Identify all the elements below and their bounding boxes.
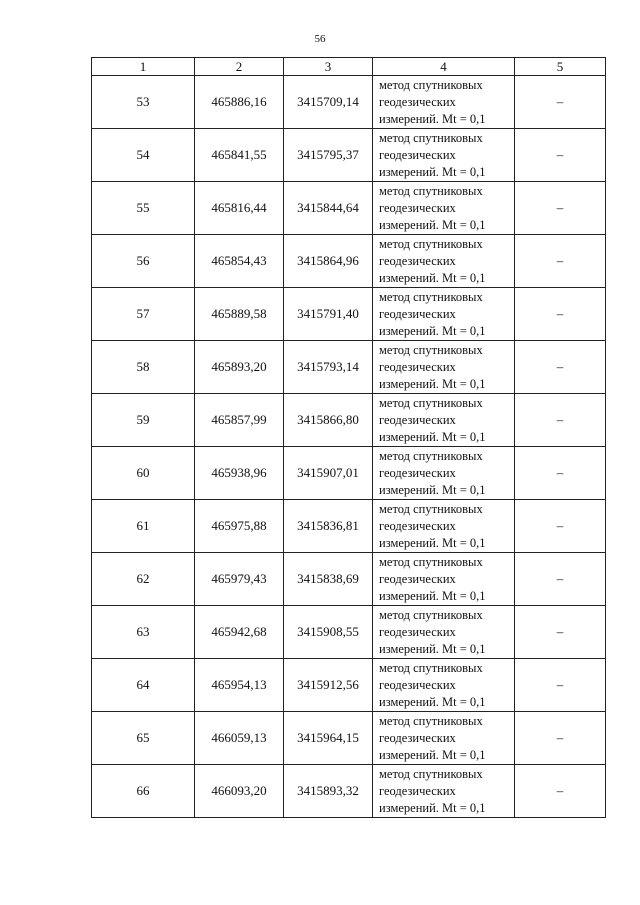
method-line-3: измерений. Mt = 0,1 — [379, 747, 486, 762]
y-coordinate-cell: 3415709,14 — [284, 76, 373, 129]
table-row — [92, 76, 606, 129]
method-cell — [373, 129, 515, 182]
y-coordinate-cell: 3415836,81 — [284, 500, 373, 553]
method-line-1: метод спутниковых — [379, 289, 483, 304]
method-line-3: измерений. Mt = 0,1 — [379, 694, 486, 709]
page-number: 56 — [314, 33, 326, 45]
table-row — [92, 712, 606, 765]
method-line-2: геодезических — [379, 730, 456, 745]
method-line-3: измерений. Mt = 0,1 — [379, 588, 486, 603]
header-col-2: 2 — [195, 58, 284, 76]
table-row — [92, 606, 606, 659]
y-coordinate-cell: 3415908,55 — [284, 606, 373, 659]
point-number-cell: 58 — [92, 341, 195, 394]
table-row — [92, 235, 606, 288]
method-line-3: измерений. Mt = 0,1 — [379, 164, 486, 179]
y-coordinate-cell: 3415838,69 — [284, 553, 373, 606]
x-coordinate-cell: 465954,13 — [195, 659, 284, 712]
method-line-1: метод спутниковых — [379, 183, 483, 198]
method-line-2: геодезических — [379, 147, 456, 162]
point-number-cell: 60 — [92, 447, 195, 500]
method-line-1: метод спутниковых — [379, 660, 483, 675]
point-number-cell: 57 — [92, 288, 195, 341]
method-line-3: измерений. Mt = 0,1 — [379, 800, 486, 815]
method-cell — [373, 341, 515, 394]
method-line-2: геодезических — [379, 571, 456, 586]
method-cell — [373, 606, 515, 659]
method-line-2: геодезических — [379, 200, 456, 215]
method-cell — [373, 447, 515, 500]
y-coordinate-cell: 3415964,15 — [284, 712, 373, 765]
method-cell — [373, 500, 515, 553]
y-coordinate-cell: 3415793,14 — [284, 341, 373, 394]
method-line-2: геодезических — [379, 677, 456, 692]
x-coordinate-cell: 465893,20 — [195, 341, 284, 394]
method-cell — [373, 288, 515, 341]
coordinates-table — [91, 57, 606, 818]
x-coordinate-cell: 465889,58 — [195, 288, 284, 341]
table-row — [92, 553, 606, 606]
table-row — [92, 288, 606, 341]
point-number-cell: 59 — [92, 394, 195, 447]
method-line-2: геодезических — [379, 518, 456, 533]
point-number-cell: 66 — [92, 765, 195, 818]
method-line-1: метод спутниковых — [379, 342, 483, 357]
table-row — [92, 765, 606, 818]
x-coordinate-cell: 465979,43 — [195, 553, 284, 606]
method-line-3: измерений. Mt = 0,1 — [379, 535, 486, 550]
x-coordinate-cell: 465886,16 — [195, 76, 284, 129]
method-cell — [373, 712, 515, 765]
y-coordinate-cell: 3415844,64 — [284, 182, 373, 235]
point-number-cell: 64 — [92, 659, 195, 712]
header-col-4: 4 — [373, 58, 515, 76]
table-row — [92, 129, 606, 182]
y-coordinate-cell: 3415791,40 — [284, 288, 373, 341]
method-line-3: измерений. Mt = 0,1 — [379, 111, 486, 126]
point-number-cell: 55 — [92, 182, 195, 235]
empty-value-cell: – — [515, 182, 606, 235]
empty-value-cell: – — [515, 288, 606, 341]
empty-value-cell: – — [515, 500, 606, 553]
point-number-cell: 62 — [92, 553, 195, 606]
empty-value-cell: – — [515, 765, 606, 818]
x-coordinate-cell: 465841,55 — [195, 129, 284, 182]
x-coordinate-cell: 465942,68 — [195, 606, 284, 659]
method-cell — [373, 394, 515, 447]
method-line-1: метод спутниковых — [379, 130, 483, 145]
method-line-2: геодезических — [379, 624, 456, 639]
method-cell — [373, 659, 515, 712]
empty-value-cell: – — [515, 394, 606, 447]
y-coordinate-cell: 3415864,96 — [284, 235, 373, 288]
method-line-2: геодезических — [379, 94, 456, 109]
header-col-5: 5 — [515, 58, 606, 76]
empty-value-cell: – — [515, 341, 606, 394]
method-line-1: метод спутниковых — [379, 607, 483, 622]
empty-value-cell: – — [515, 447, 606, 500]
method-line-1: метод спутниковых — [379, 77, 483, 92]
empty-value-cell: – — [515, 129, 606, 182]
table-header — [92, 58, 606, 76]
point-number-cell: 61 — [92, 500, 195, 553]
method-line-3: измерений. Mt = 0,1 — [379, 429, 486, 444]
method-line-1: метод спутниковых — [379, 236, 483, 251]
y-coordinate-cell: 3415795,37 — [284, 129, 373, 182]
point-number-cell: 53 — [92, 76, 195, 129]
method-cell — [373, 553, 515, 606]
method-line-3: измерений. Mt = 0,1 — [379, 482, 486, 497]
method-cell — [373, 765, 515, 818]
table-row — [92, 394, 606, 447]
table-row — [92, 182, 606, 235]
method-line-1: метод спутниковых — [379, 766, 483, 781]
header-col-1: 1 — [92, 58, 195, 76]
x-coordinate-cell: 465854,43 — [195, 235, 284, 288]
empty-value-cell: – — [515, 659, 606, 712]
method-line-1: метод спутниковых — [379, 448, 483, 463]
method-line-1: метод спутниковых — [379, 395, 483, 410]
method-line-2: геодезических — [379, 412, 456, 427]
empty-value-cell: – — [515, 235, 606, 288]
empty-value-cell: – — [515, 553, 606, 606]
y-coordinate-cell: 3415912,56 — [284, 659, 373, 712]
table-row — [92, 500, 606, 553]
x-coordinate-cell: 466059,13 — [195, 712, 284, 765]
y-coordinate-cell: 3415907,01 — [284, 447, 373, 500]
table-row — [92, 447, 606, 500]
table-row — [92, 659, 606, 712]
x-coordinate-cell: 465975,88 — [195, 500, 284, 553]
empty-value-cell: – — [515, 712, 606, 765]
x-coordinate-cell: 465857,99 — [195, 394, 284, 447]
point-number-cell: 65 — [92, 712, 195, 765]
x-coordinate-cell: 465938,96 — [195, 447, 284, 500]
point-number-cell: 54 — [92, 129, 195, 182]
method-line-2: геодезических — [379, 465, 456, 480]
header-row — [92, 58, 606, 76]
method-line-2: геодезических — [379, 783, 456, 798]
method-line-2: геодезических — [379, 253, 456, 268]
method-line-1: метод спутниковых — [379, 554, 483, 569]
method-line-3: измерений. Mt = 0,1 — [379, 270, 486, 285]
method-line-2: геодезических — [379, 306, 456, 321]
table-body — [92, 76, 606, 818]
point-number-cell: 63 — [92, 606, 195, 659]
header-col-3: 3 — [284, 58, 373, 76]
point-number-cell: 56 — [92, 235, 195, 288]
y-coordinate-cell: 3415866,80 — [284, 394, 373, 447]
method-line-3: измерений. Mt = 0,1 — [379, 641, 486, 656]
method-line-1: метод спутниковых — [379, 501, 483, 516]
x-coordinate-cell: 466093,20 — [195, 765, 284, 818]
x-coordinate-cell: 465816,44 — [195, 182, 284, 235]
method-line-3: измерений. Mt = 0,1 — [379, 217, 486, 232]
method-cell — [373, 235, 515, 288]
method-line-2: геодезических — [379, 359, 456, 374]
empty-value-cell: – — [515, 76, 606, 129]
method-line-3: измерений. Mt = 0,1 — [379, 376, 486, 391]
method-cell — [373, 76, 515, 129]
method-line-1: метод спутниковых — [379, 713, 483, 728]
method-line-3: измерений. Mt = 0,1 — [379, 323, 486, 338]
empty-value-cell: – — [515, 606, 606, 659]
y-coordinate-cell: 3415893,32 — [284, 765, 373, 818]
method-cell — [373, 182, 515, 235]
table-row — [92, 341, 606, 394]
